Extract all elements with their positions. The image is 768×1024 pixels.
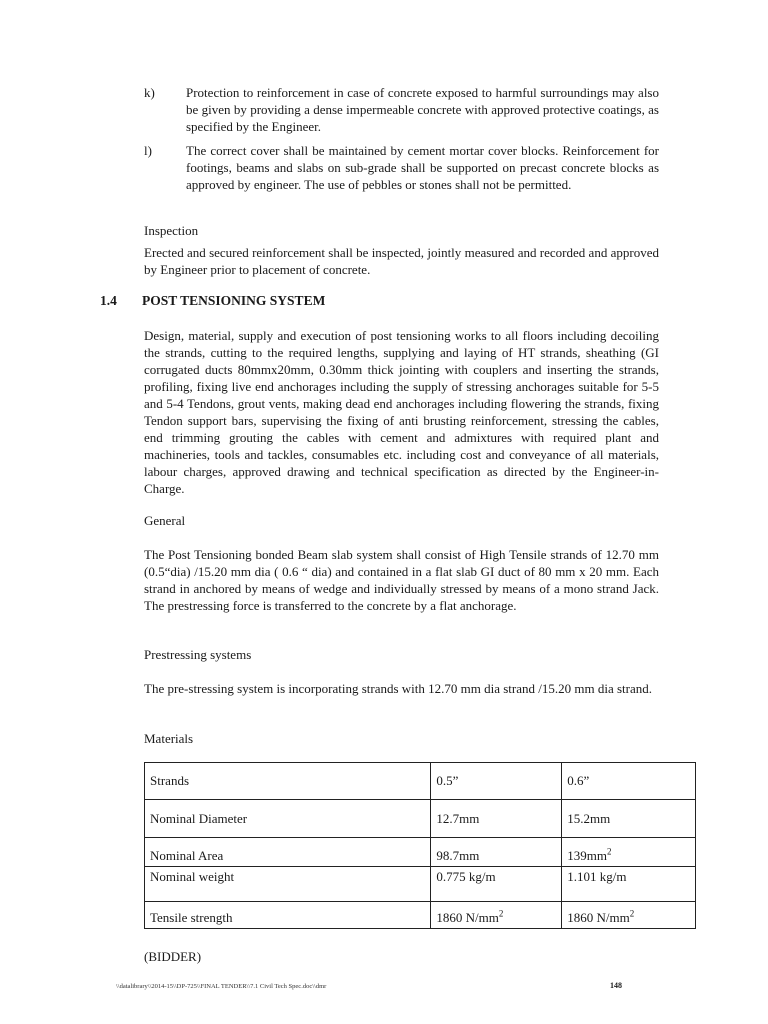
general-text: The Post Tensioning bonded Beam slab system shall consist of High Tensile strands of 12.70 mm (0.5“dia) /15.20 mm dia ( 0.6 “ dia) and contained in a flat slab GI duct of 80 mm x 20 mm. Each strand in anchored by means of wedge and individually stressed by means of a mono strand Jack. The prestressing force is transferred to the concrete by a flat anchorage. (144, 547, 659, 613)
table-cell (562, 838, 696, 867)
table-cell (562, 902, 696, 929)
table-cell: Strands (145, 763, 431, 800)
table-header-row (145, 763, 696, 800)
footer-file-path: \\datalibrary\\2014-15\\DP-725\\FINAL TENDER\\7.1 Civil Tech Spec.doc\\dmr (116, 983, 327, 990)
inspection-title: Inspection (144, 223, 199, 238)
bidder-label: (BIDDER) (144, 949, 202, 964)
list-marker: l) (144, 143, 152, 158)
cell-value: 1860 N/mm (567, 910, 630, 925)
table-cell: 15.2mm (562, 800, 696, 838)
general-title: General (144, 513, 186, 528)
section-number: 1.4 (100, 293, 117, 308)
superscript: 2 (606, 846, 612, 857)
table-row (145, 838, 696, 867)
table-cell: Nominal Area (145, 838, 431, 867)
table-cell: 0.6” (562, 763, 696, 800)
table-row (145, 867, 696, 902)
table-cell (431, 902, 562, 929)
table-cell: 1.101 kg/m (562, 867, 696, 902)
section-title: POST TENSIONING SYSTEM (142, 293, 326, 308)
table-cell: 12.7mm (431, 800, 562, 838)
section-heading (100, 292, 325, 310)
cell-value: 139mm (567, 848, 607, 863)
materials-table (144, 762, 696, 929)
list-item-text: Protection to reinforcement in case of concrete exposed to harmful surroundings may also be given by providing a dense impermeable concrete with approved protective coatings, as specified by the Engineer. (186, 85, 659, 134)
table-cell: Nominal Diameter (145, 800, 431, 838)
table-cell: 98.7mm (431, 838, 562, 867)
table-row (145, 902, 696, 929)
superscript: 2 (498, 908, 504, 919)
materials-title: Materials (144, 731, 194, 746)
superscript: 2 (629, 908, 635, 919)
page-number: 148 (610, 981, 622, 990)
list-item-l (144, 142, 659, 193)
list-item-text: The correct cover shall be maintained by cement mortar cover blocks. Reinforcement for footings, beams and slabs on sub-grade shall be supported on precast concrete blocks as approved by engineer. The use of pebbles or stones shall not be permitted. (186, 143, 659, 192)
table-cell: Tensile strength (145, 902, 431, 929)
table-cell: 0.775 kg/m (431, 867, 562, 902)
table-cell: Nominal weight (145, 867, 431, 902)
list-item-k (144, 84, 659, 135)
prestressing-title: Prestressing systems (144, 647, 252, 662)
section-intro: Design, material, supply and execution of post tensioning works to all floors including decoiling the strands, cutting to the required lengths, supplying and laying of HT strands, sheathing (GI corrugated ducts 80mmx20mm, 0.30mm thick jointing with couplers and inserting the strands, profiling, fixing live end anchorages including the supply of stressing anchorages suitable for 5-5 and 5-4 Tendons, grout vents, making dead end anchorages including flowering the strands, fixing Tendon support bars, supervising the fixing of anti brusting reinforcement, stressing the cables, end trimming grouting the cables with cement and admixtures with required plant and machineries, tools and tackles, consumables etc. including cost and conveyance of all materials, labour charges, approved drawing and technical specification as directed by the Engineer-in-Charge. (144, 328, 659, 496)
table-row (145, 800, 696, 838)
inspection-text: Erected and secured reinforcement shall be inspected, jointly measured and recorded and approved by Engineer prior to placement of concrete. (144, 245, 659, 277)
table-cell: 0.5” (431, 763, 562, 800)
list-marker: k) (144, 85, 155, 100)
cell-value: 1860 N/mm (436, 910, 499, 925)
prestressing-text: The pre-stressing system is incorporating strands with 12.70 mm dia strand /15.20 mm dia strand. (144, 681, 653, 696)
